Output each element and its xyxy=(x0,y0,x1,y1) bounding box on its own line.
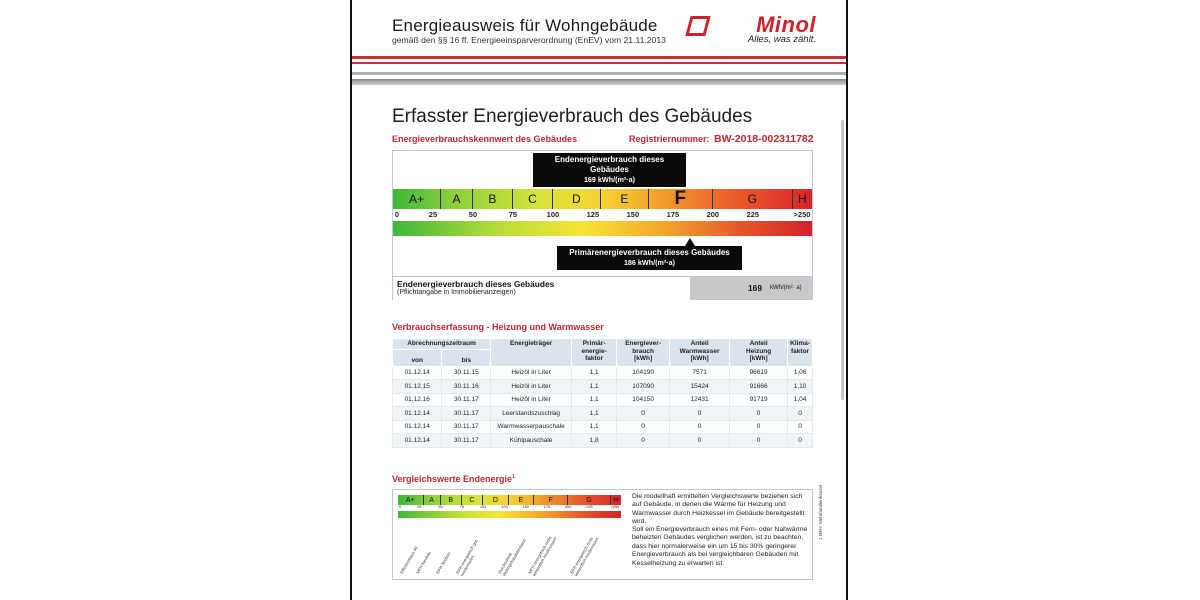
table-cell: 30.11.17 xyxy=(442,393,491,407)
primary-energy-callout-value: 186 kWh/(m²·a) xyxy=(623,258,676,267)
header-period: Abrechnungszeitraum xyxy=(393,339,491,350)
table-cell: Heizöl in Liter xyxy=(491,393,572,407)
end-energy-summary xyxy=(393,276,812,300)
table-row xyxy=(393,407,813,421)
class-e: E xyxy=(601,189,649,209)
comparison-class-g: G xyxy=(568,495,611,505)
comparison-label: EFH Neubau xyxy=(435,551,452,575)
table-cell: 104150 xyxy=(617,393,670,407)
comparison-class-aplus: A+ xyxy=(398,495,424,505)
table-row xyxy=(393,366,813,380)
header-band xyxy=(352,56,846,59)
comparison-title-text: Vergleichswerte Endenergie xyxy=(392,474,513,484)
logo-slogan: Alles, was zählt. xyxy=(747,34,816,45)
comparison-title xyxy=(392,474,515,484)
kennwert-label: Energieverbrauchskennwert des Gebäudes xyxy=(392,134,578,144)
registration-label: Registriernummer: xyxy=(629,134,710,144)
document-title: Energieausweis für Wohngebäude xyxy=(392,16,658,35)
header-climate: Klima- faktor xyxy=(788,339,813,367)
table-cell: 1,1 xyxy=(572,366,617,380)
table-cell: 1,1 xyxy=(572,380,617,394)
comparison-label: EFH energetisch gut modernisiert xyxy=(455,538,479,577)
comparison-tick: 225 xyxy=(586,505,593,509)
table-cell: Warmwasserpauschale xyxy=(491,420,572,434)
table-cell: 91719 xyxy=(730,393,788,407)
table-cell: 12431 xyxy=(670,393,730,407)
summary-label: Endenergieverbrauch dieses Gebäudes xyxy=(397,279,555,289)
table-row xyxy=(393,420,813,434)
table-cell: 01.12.14 xyxy=(393,434,442,448)
class-d: D xyxy=(553,189,601,209)
table-cell: 1,1 xyxy=(572,420,617,434)
scale-tick: 175 xyxy=(666,210,680,219)
registration-number: BW-2018-002311782 xyxy=(714,133,814,145)
table-cell: 0 xyxy=(730,420,788,434)
table-cell: Kühlpauschale xyxy=(491,434,572,448)
header-from: von xyxy=(393,349,442,366)
scale-tick: 50 xyxy=(468,210,478,219)
end-energy-pointer xyxy=(658,177,668,185)
table-cell: 1,1 xyxy=(572,407,617,421)
comparison-tick: 100 xyxy=(479,505,487,509)
table-cell: 104190 xyxy=(617,366,670,380)
class-f: F xyxy=(649,189,713,209)
table-cell: 0 xyxy=(617,420,670,434)
comparison-gradient-bar xyxy=(398,511,621,518)
table-cell: 01.12.14 xyxy=(393,420,442,434)
header-primary-factor: Primär- energie- faktor xyxy=(572,339,617,367)
comparison-class-d: D xyxy=(483,495,509,505)
section-title: Erfasster Energieverbrauch des Gebäudes xyxy=(392,106,753,127)
table-cell: 30.11.17 xyxy=(442,434,491,448)
comparison-tick: 0 xyxy=(398,505,402,509)
end-energy-callout-title: Endenergieverbrauch dieses Gebäudes xyxy=(554,155,665,174)
table-cell: 30.11.16 xyxy=(442,380,491,394)
header-carrier: Energieträger xyxy=(491,339,572,367)
header-consumption: Energiever- brauch [kWh] xyxy=(617,339,670,367)
header-hot-water: Anteil Warmwasser [kWh] xyxy=(670,339,730,367)
comparison-tick: 25 xyxy=(417,505,422,509)
efficiency-class-bar xyxy=(393,189,812,209)
table-cell: Leerstandszuschlag xyxy=(491,407,572,421)
comparison-footnote-mark: 1 xyxy=(512,474,515,480)
table-cell: 01.12.14 xyxy=(393,407,442,421)
table-row xyxy=(393,380,813,394)
scale-tick: 200 xyxy=(706,210,720,219)
scale-tick: 100 xyxy=(546,210,560,219)
table-cell: 01.12.15 xyxy=(393,380,442,394)
logo-wordmark: Minol xyxy=(756,12,816,37)
comparison-tick: 125 xyxy=(501,505,508,509)
class-g: G xyxy=(713,189,793,209)
consumption-title: Verbrauchserfassung - Heizung und Warmwasser xyxy=(392,322,604,332)
table-cell: 1,10 xyxy=(788,380,813,394)
comparison-tick: 150 xyxy=(522,505,529,509)
header-heating: Anteil Heizung [kWh] xyxy=(730,339,788,367)
comparison-label: Effizienzhaus 40 xyxy=(399,545,419,575)
header-to: bis xyxy=(442,349,491,366)
table-cell: 0 xyxy=(730,407,788,421)
scale-tick: 125 xyxy=(586,210,600,219)
table-cell: 30.11.15 xyxy=(442,366,491,380)
comparison-label: EFH energetisch nicht wesentlich modernisiert xyxy=(569,536,600,577)
class-b: B xyxy=(473,189,513,209)
table-cell: 0 xyxy=(670,407,730,421)
table-cell: 107090 xyxy=(617,380,670,394)
comparison-tick: 200 xyxy=(565,505,572,509)
comparison-label: Durchschnitt Wohngebäudebestand xyxy=(497,538,527,577)
table-cell: 91666 xyxy=(730,380,788,394)
comparison-class-c: C xyxy=(462,495,483,505)
scale-tick: 0 xyxy=(394,210,400,219)
scale-tick: 150 xyxy=(626,210,640,219)
comparison-label: MFH energetisch nicht wesentlich modernisiert xyxy=(527,535,558,577)
summary-value-box xyxy=(690,277,812,300)
table-cell: 30.11.17 xyxy=(442,407,491,421)
header-band xyxy=(352,79,846,85)
comparison-class-a: A xyxy=(424,495,441,505)
comparison-text-2: Soll ein Energieverbrauch eines mit Fern- oder Nahwärme beheizten Gebäudes verglichen werden, ist zu beachten, dass hier normalerweise ein um 15 bis 30% geringerer Energieverbrauch als bei vergleichbaren Gebäuden mit Kesselheizung zu erwarten ist. xyxy=(632,526,808,567)
comparison-box xyxy=(392,489,813,580)
comparison-tick: 75 xyxy=(459,505,464,509)
table-cell: 30.11.17 xyxy=(442,420,491,434)
table-cell: 0 xyxy=(730,434,788,448)
end-energy-callout-value: 169 kWh/(m²·a) xyxy=(583,175,636,184)
scale-tick: >250 xyxy=(793,210,811,219)
comparison-tick: 50 xyxy=(438,505,443,509)
document-subtitle: gemäß den §§ 16 ff. Energieeinsparverordnung (EnEV) vom 21.11.2013 xyxy=(392,35,666,45)
table-cell: 7571 xyxy=(670,366,730,380)
primary-energy-callout xyxy=(557,246,742,270)
table-cell: 15424 xyxy=(670,380,730,394)
logo-mark-icon xyxy=(685,16,710,36)
class-a: A xyxy=(441,189,473,209)
comparison-tick: >250 xyxy=(610,505,620,509)
summary-unit: kWh/(m²· a) xyxy=(770,285,802,291)
header-band xyxy=(352,62,846,64)
scale-tick: 225 xyxy=(746,210,760,219)
summary-note: (Pflichtangabe in Immobilienanzeigen) xyxy=(397,289,516,296)
table-cell: 1,1 xyxy=(572,393,617,407)
table-cell: 0 xyxy=(788,420,813,434)
class-c: C xyxy=(513,189,553,209)
table-cell: Heizöl in Liter xyxy=(491,366,572,380)
table-cell: 0 xyxy=(670,434,730,448)
side-footnote: 1 MFH: Mehrfamilienhäuser xyxy=(818,484,823,540)
comparison-label: MFH Neubau xyxy=(415,550,432,575)
document-page xyxy=(350,0,848,600)
minol-logo xyxy=(686,12,816,46)
comparison-tick: 175 xyxy=(543,505,551,509)
table-cell: 1,06 xyxy=(788,366,813,380)
comparison-class-b: B xyxy=(441,495,462,505)
class-aplus: A+ xyxy=(393,189,441,209)
energy-scale xyxy=(392,150,813,300)
table-row xyxy=(393,393,813,407)
table-cell: 0 xyxy=(617,407,670,421)
table-row xyxy=(393,434,813,448)
primary-energy-callout-title: Primärenergieverbrauch dieses Gebäudes xyxy=(569,248,730,257)
comparison-class-e: E xyxy=(509,495,535,505)
table-cell: 1,04 xyxy=(788,393,813,407)
comparison-class-bar xyxy=(398,495,621,505)
table-cell: 01.12.16 xyxy=(393,393,442,407)
comparison-text-1: Die modellhaft ermittelten Vergleichswerte beziehen sich auf Gebäude, in denen die Wärme für Heizung und Warmwasser durch Heizkessel im Gebäude bereitgestellt wird. xyxy=(632,493,805,526)
scale-tick: 75 xyxy=(508,210,518,219)
scrollbar[interactable] xyxy=(841,120,844,400)
table-cell: 96619 xyxy=(730,366,788,380)
table-cell: 0 xyxy=(670,420,730,434)
comparison-class-h: H xyxy=(613,496,619,504)
table-cell: 0 xyxy=(788,434,813,448)
primary-energy-pointer xyxy=(685,238,695,246)
scale-tick: 25 xyxy=(428,210,438,219)
table-cell: 1,8 xyxy=(572,434,617,448)
table-cell: 01.12.14 xyxy=(393,366,442,380)
class-h: H xyxy=(798,192,807,206)
table-cell: 0 xyxy=(617,434,670,448)
table-cell: 0 xyxy=(788,407,813,421)
scale-ticks xyxy=(393,210,812,220)
energy-gradient-bar xyxy=(393,221,812,236)
comparison-class-f: F xyxy=(534,495,568,505)
table-cell: Heizöl in Liter xyxy=(491,380,572,394)
summary-value: 169 xyxy=(748,283,762,293)
header-band xyxy=(352,72,846,75)
consumption-table xyxy=(392,338,813,448)
